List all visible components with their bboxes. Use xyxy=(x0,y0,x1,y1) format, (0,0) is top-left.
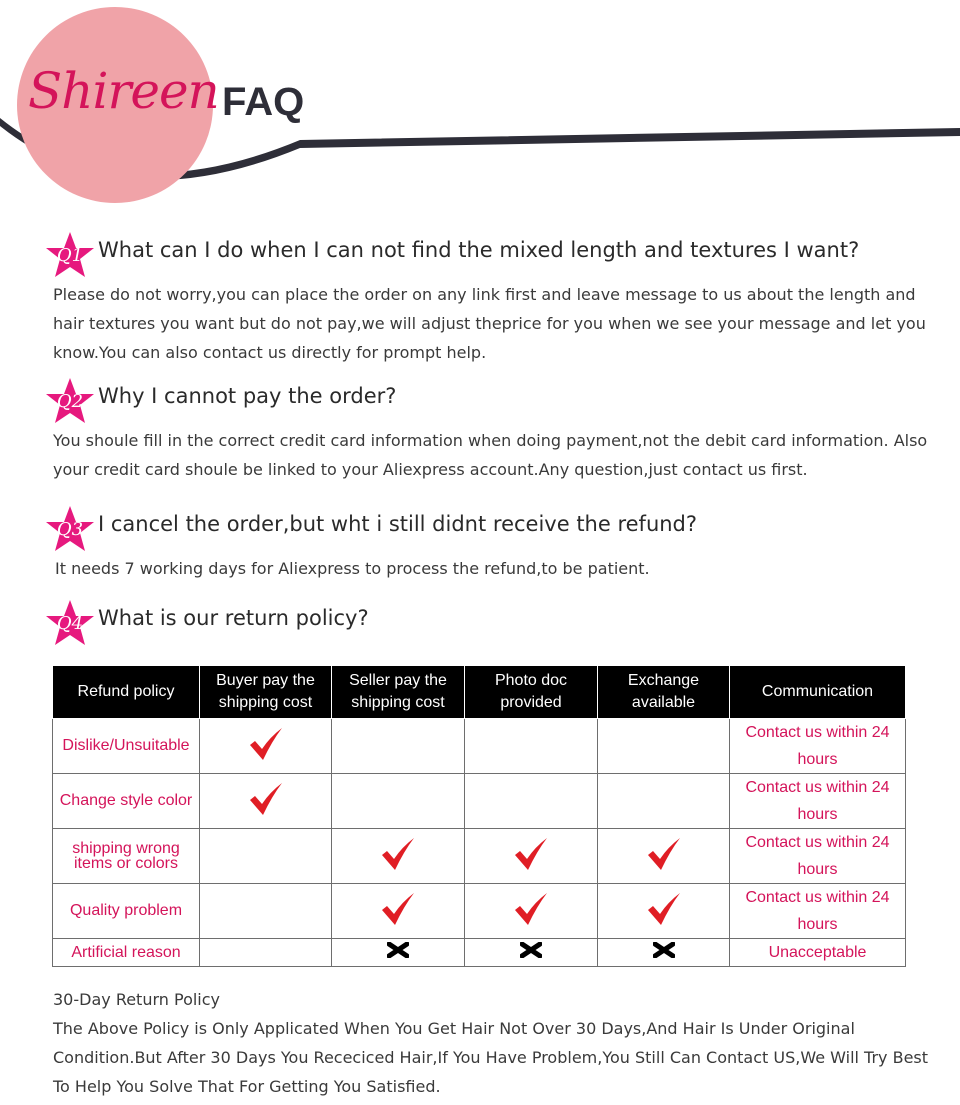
communication-cell: Unacceptable xyxy=(730,939,906,967)
table-row xyxy=(53,774,906,829)
star-badge-icon xyxy=(44,376,96,426)
star-badge-icon xyxy=(44,504,96,554)
checkmark-icon xyxy=(513,837,549,871)
table-cell xyxy=(465,884,598,939)
x-mark-icon xyxy=(520,942,542,958)
badge-label: Q4 xyxy=(56,612,84,634)
faq-question: What is our return policy? xyxy=(98,606,369,630)
badge-label: Q3 xyxy=(56,518,84,540)
checkmark-icon xyxy=(646,892,682,926)
faq-question: I cancel the order,but wht i still didnt receive the refund? xyxy=(98,512,698,536)
table-header-row xyxy=(53,666,906,719)
policy-label: Quality problem xyxy=(53,884,200,939)
table-cell xyxy=(200,829,332,884)
column-header: Buyer pay the shipping cost xyxy=(200,666,332,719)
footer-body: The Above Policy is Only Applicated When You Get Hair Not Over 30 Days,And Hair Is Under Original Condition.But After 30 Days You Receciced Hair,If You Have Problem,You Still Can Contact US,We Will Try Best To Help You Solve That For Getting You Satisfied. xyxy=(53,1019,929,1096)
x-mark-icon xyxy=(387,942,409,958)
table-cell xyxy=(465,939,598,967)
footer-title: 30-Day Return Policy xyxy=(53,990,221,1009)
table-cell xyxy=(200,884,332,939)
column-header: Photo doc provided xyxy=(465,666,598,719)
table-cell xyxy=(598,719,730,774)
communication-cell: Contact us within 24 hours xyxy=(730,774,906,829)
table-row xyxy=(53,884,906,939)
table-cell xyxy=(465,719,598,774)
communication-cell: Contact us within 24 hours xyxy=(730,719,906,774)
column-header: Communication xyxy=(730,666,906,719)
table-cell xyxy=(200,939,332,967)
checkmark-icon xyxy=(248,782,284,816)
checkmark-icon xyxy=(248,727,284,761)
table-cell xyxy=(200,774,332,829)
table-cell xyxy=(598,774,730,829)
table-row xyxy=(53,829,906,884)
table-cell xyxy=(465,829,598,884)
table-cell xyxy=(332,774,465,829)
checkmark-icon xyxy=(380,892,416,926)
column-header: Exchange available xyxy=(598,666,730,719)
page-header xyxy=(0,0,960,210)
x-mark-icon xyxy=(653,942,675,958)
star-badge-icon xyxy=(44,598,96,648)
table-row xyxy=(53,939,906,967)
table-cell xyxy=(332,719,465,774)
faq-answer: You shoule fill in the correct credit card information when doing payment,not the debit card information. Also your credit card shoule be linked to your Aliexpress account.Any question,just contact us first. xyxy=(53,431,928,479)
table-cell xyxy=(598,829,730,884)
checkmark-icon xyxy=(646,837,682,871)
table-row xyxy=(53,719,906,774)
communication-cell: Contact us within 24 hours xyxy=(730,829,906,884)
table-cell xyxy=(200,719,332,774)
return-policy-table xyxy=(52,665,906,967)
table-cell xyxy=(332,939,465,967)
faq-answer: It needs 7 working days for Aliexpress to process the refund,to be patient. xyxy=(55,559,650,578)
brand-logo: Shireen xyxy=(28,62,219,120)
checkmark-icon xyxy=(380,837,416,871)
table-cell xyxy=(598,884,730,939)
faq-question: What can I do when I can not find the mixed length and textures I want? xyxy=(98,238,860,262)
table-cell xyxy=(332,829,465,884)
checkmark-icon xyxy=(513,892,549,926)
faq-question: Why I cannot pay the order? xyxy=(98,384,397,408)
policy-label: Dislike/Unsuitable xyxy=(53,719,200,774)
star-badge-icon xyxy=(44,230,96,280)
page-title: FAQ xyxy=(222,80,305,124)
column-header: Seller pay the shipping cost xyxy=(332,666,465,719)
table-cell xyxy=(332,884,465,939)
faq-answer: Please do not worry,you can place the order on any link first and leave message to us about the length and hair textures you want but do not pay,we will adjust theprice for you when we see your message and let you know.You can also contact us directly for prompt help. xyxy=(53,285,926,362)
policy-label: shipping wrong items or colors xyxy=(53,829,200,884)
column-header: Refund policy xyxy=(53,666,200,719)
table-cell xyxy=(465,774,598,829)
badge-label: Q1 xyxy=(56,244,84,266)
badge-label: Q2 xyxy=(56,390,84,412)
policy-label: Change style color xyxy=(53,774,200,829)
table-cell xyxy=(598,939,730,967)
communication-cell: Contact us within 24 hours xyxy=(730,884,906,939)
policy-label: Artificial reason xyxy=(53,939,200,967)
return-policy-footer xyxy=(53,985,943,1101)
